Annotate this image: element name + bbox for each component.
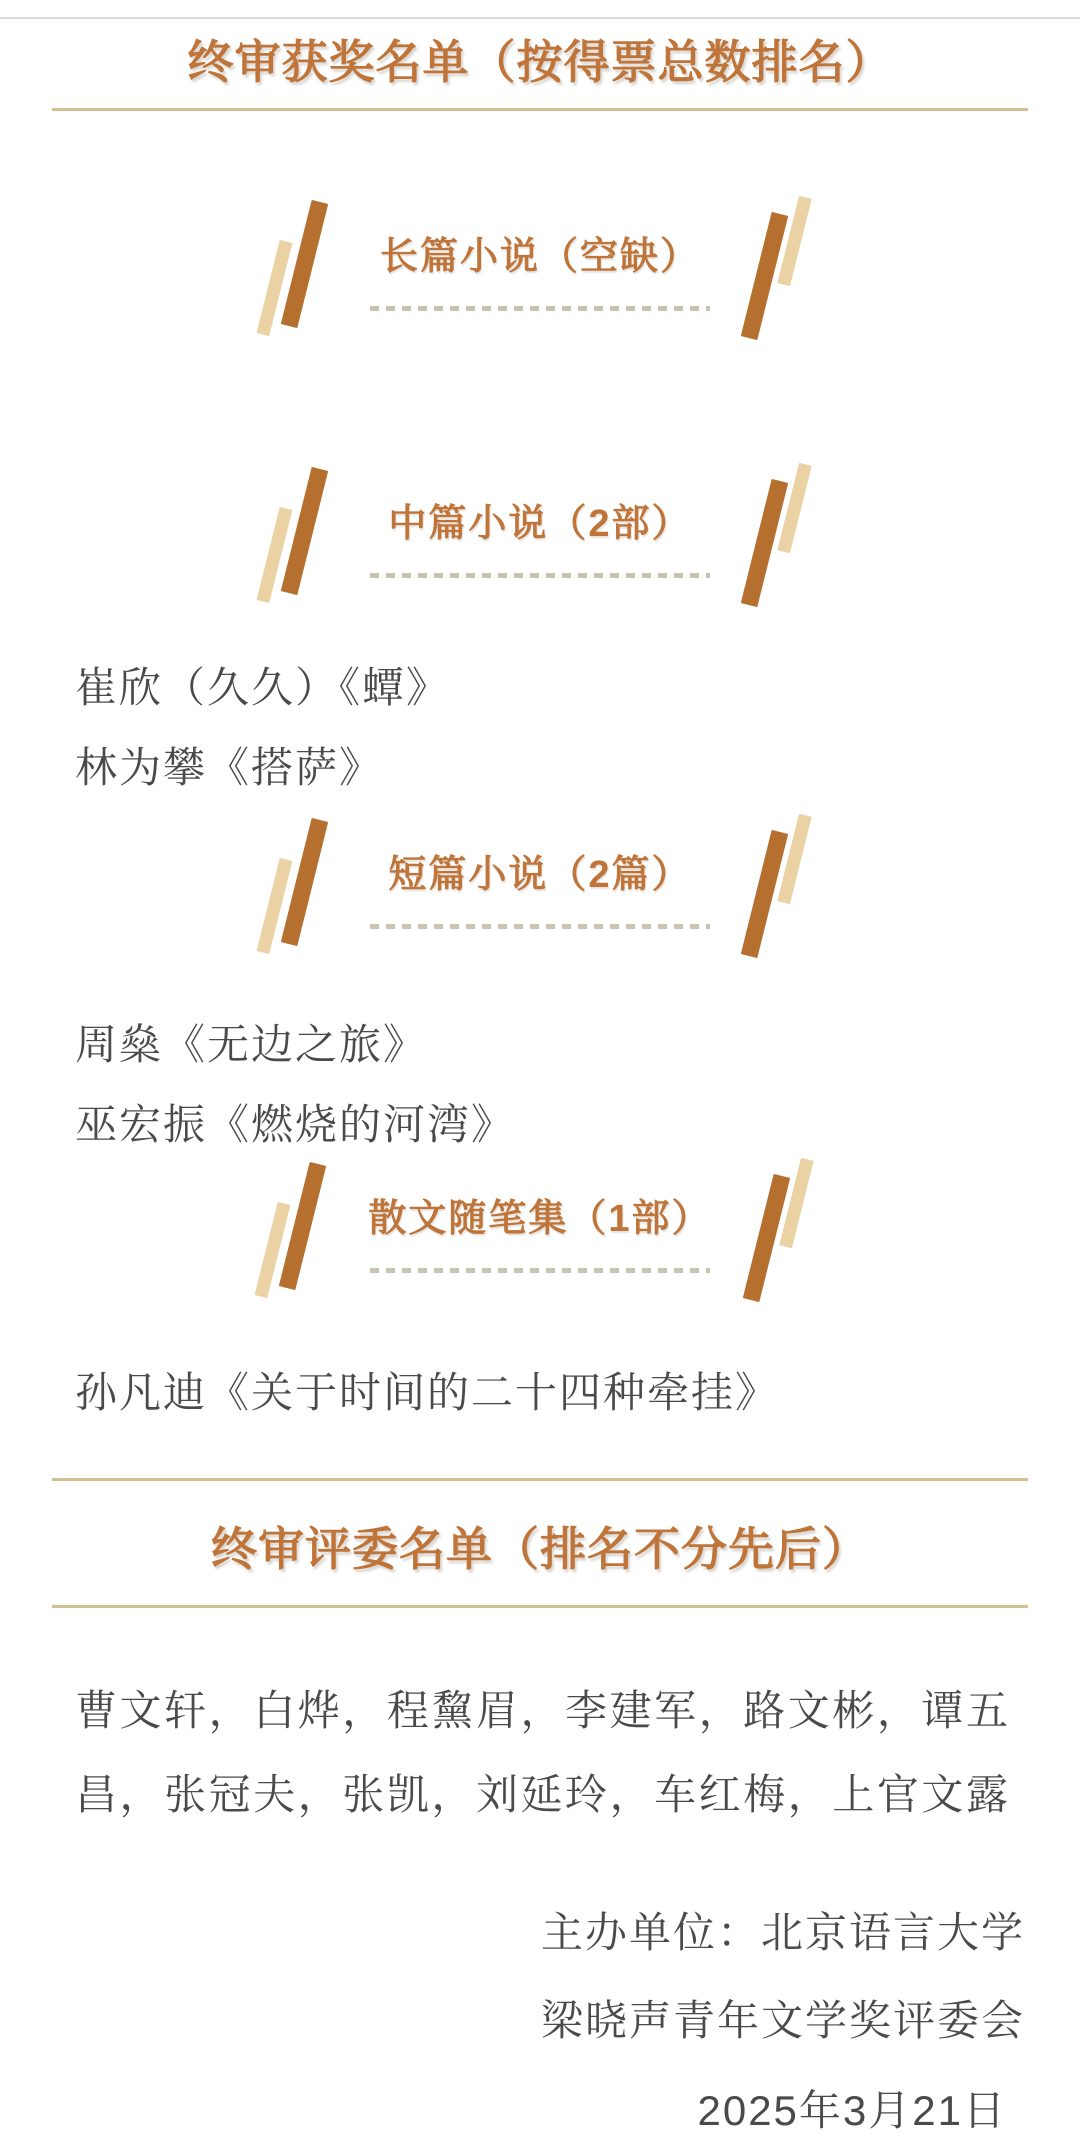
jury-names-line: 曹文轩，白烨，程黧眉，李建军，路文彬，谭五 xyxy=(75,1687,1010,1734)
slash-bar-dark-icon xyxy=(279,1162,326,1290)
section-title-novella: 中篇小说（2部） xyxy=(388,503,692,545)
date-line: 2025年3月21日 xyxy=(697,2087,1007,2134)
winner-entry: 林为攀《搭萨》 xyxy=(75,744,384,791)
slash-bar-light-icon xyxy=(777,463,811,553)
title-underline xyxy=(52,108,1028,111)
dashed-underline xyxy=(370,573,710,578)
jury-divider-top xyxy=(52,1478,1028,1481)
slash-decoration-left-icon xyxy=(260,1160,334,1300)
dashed-underline xyxy=(370,306,710,311)
slash-bar-dark-icon xyxy=(281,818,328,946)
slash-decoration-left-icon xyxy=(262,198,336,338)
section-title-short-story: 短篇小说（2篇） xyxy=(388,854,692,896)
slash-bar-light-icon xyxy=(777,814,811,904)
slash-decoration-right-icon xyxy=(746,1160,820,1300)
section-header-essay xyxy=(0,1150,1080,1310)
dashed-underline xyxy=(370,1268,710,1273)
slash-bar-light-icon xyxy=(777,196,811,286)
section-header-short-story xyxy=(0,806,1080,966)
slash-bar-dark-icon xyxy=(281,467,328,595)
slash-bar-light-icon xyxy=(779,1158,813,1248)
slash-decoration-left-icon xyxy=(262,816,336,956)
organizer-line: 主办单位：北京语言大学 xyxy=(540,1909,1025,1956)
section-header-novel xyxy=(0,188,1080,348)
slash-decoration-right-icon xyxy=(744,816,818,956)
awards-list-title: 终审获奖名单（按得票总数排名） xyxy=(187,36,893,88)
dashed-underline xyxy=(370,924,710,929)
section-header-novella xyxy=(0,455,1080,615)
slash-decoration-left-icon xyxy=(262,465,336,605)
winner-entry: 崔欣（久久）《蟫》 xyxy=(75,664,451,711)
section-title-essay: 散文随笔集（1部） xyxy=(368,1198,712,1240)
winner-entry: 巫宏振《燃烧的河湾》 xyxy=(75,1101,516,1148)
slash-decoration-right-icon xyxy=(744,465,818,605)
winner-entry: 孙凡迪《关于时间的二十四种牵挂》 xyxy=(75,1369,780,1416)
jury-names-line: 昌，张冠夫，张凯，刘延玲，车红梅，上官文露 xyxy=(75,1771,1010,1818)
jury-divider-bottom xyxy=(52,1605,1028,1608)
jury-list-title: 终审评委名单（排名不分先后） xyxy=(211,1523,869,1575)
section-title-novel: 长篇小说（空缺） xyxy=(379,236,700,278)
committee-line: 梁晓声青年文学奖评委会 xyxy=(540,1997,1025,2044)
winner-entry: 周燊《无边之旅》 xyxy=(75,1021,428,1068)
slash-bar-dark-icon xyxy=(281,200,328,328)
slash-decoration-right-icon xyxy=(744,198,818,338)
top-divider-line xyxy=(0,17,1080,19)
